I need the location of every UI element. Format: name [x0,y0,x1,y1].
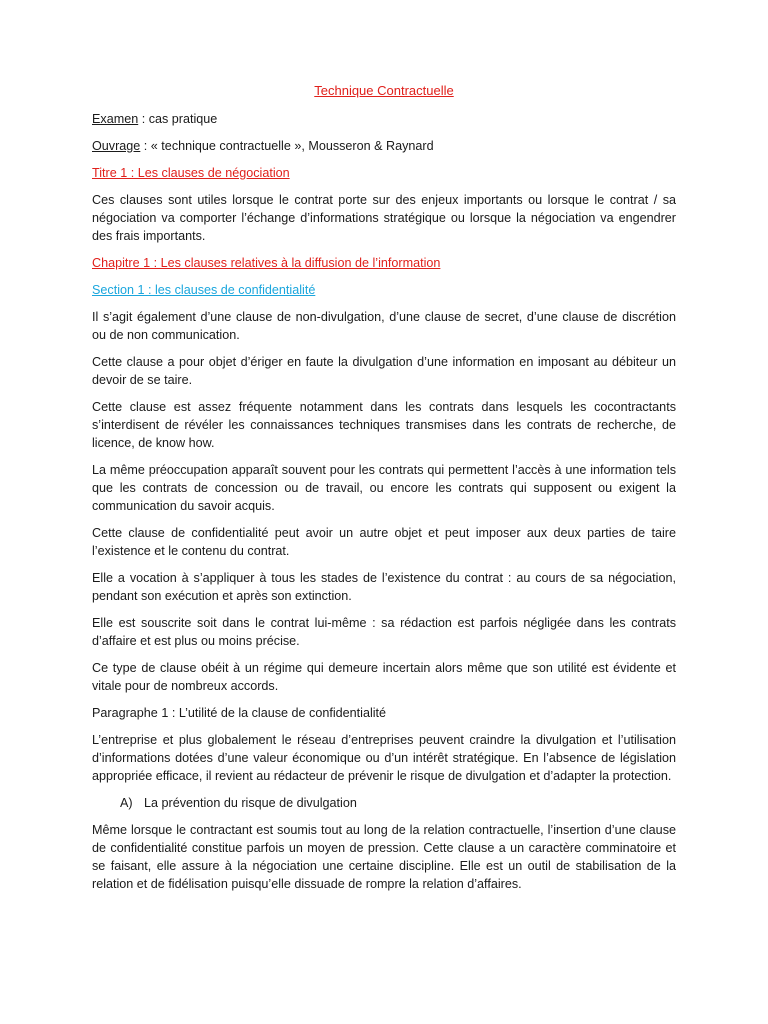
body-paragraph: Cette clause de confidentialité peut avoir un autre objet et peut imposer aux deux parties de taire l’existence et le contenu du contrat. [92,526,676,558]
titre1-text: Titre 1 : Les clauses de négociation [92,166,290,180]
body-paragraph: Cette clause a pour objet d’ériger en faute la divulgation d’une information en imposant au débiteur un devoir de se taire. [92,355,676,387]
book-line [92,137,676,155]
exam-value: : cas pratique [138,112,218,126]
final-paragraph: Même lorsque le contractant est soumis tout au long de la relation contractuelle, l’insertion d’une clause de confidentialité constitue parfois un moyen de pression. Cette clause a un caractère comminatoire et se faisant, elle assure à la négociation une certaine discipline. Elle est un outil de stabilisation de la relation et de fidélisation puisqu’elle dissuade de rompre la relation d’affaires. [92,823,676,891]
section1-heading [92,281,676,299]
document-title: Technique Contractuelle [314,83,454,98]
book-value: : « technique contractuelle », Mousseron & Raynard [140,139,434,153]
chapitre1-heading [92,254,676,272]
subsection-a-heading [92,794,676,812]
titre1-heading [92,164,676,182]
subsection-a-marker: A) [120,796,133,810]
body-paragraph: Elle est souscrite soit dans le contrat lui-même : sa rédaction est parfois négligée dans les contrats d’affaire et est plus ou moins précise. [92,616,676,648]
subsection-a-title: La prévention du risque de divulgation [144,796,357,810]
intro-paragraph: Ces clauses sont utiles lorsque le contrat porte sur des enjeux importants ou lorsque le contrat / sa négociation va comporter l’échange d’informations stratégique ou lorsque la négociation va engendrer des frais importants. [92,193,676,243]
body-paragraph: Il s’agit également d’une clause de non-divulgation, d’une clause de secret, d’une clause de discrétion ou de non communication. [92,310,676,342]
body-paragraph: La même préoccupation apparaît souvent pour les contrats qui permettent l’accès à une information tels que les contrats de concession ou de travail, ou encore les contrats qui supposent ou exigent la communication du savoir acquis. [92,463,676,513]
chapitre1-text: Chapitre 1 : Les clauses relatives à la diffusion de l’information [92,256,441,270]
book-label: Ouvrage [92,139,141,153]
paragraphe1-body: L’entreprise et plus globalement le réseau d’entreprises peuvent craindre la divulgation et l’utilisation d’informations dotées d’une valeur économique ou d’un intérêt stratégique. En l’absence de législation appropriée efficace, il revient au rédacteur de prévenir le risque de divulgation et d’adapter la protection. [92,733,676,783]
paragraphe1-heading: Paragraphe 1 : L’utilité de la clause de confidentialité [92,706,387,720]
body-paragraph: Ce type de clause obéit à un régime qui demeure incertain alors même que son utilité est évidente et vitale pour de nombreux accords. [92,661,676,693]
body-paragraph: Elle a vocation à s’appliquer à tous les stades de l’existence du contrat : au cours de sa négociation, pendant son exécution et après son extinction. [92,571,676,603]
exam-label: Examen [92,112,139,126]
body-paragraph: Cette clause est assez fréquente notamment dans les contrats dans lesquels les cocontractants s’interdisent de révéler les connaissances techniques transmises dans les contrats de recherche, de licence, de know how. [92,400,676,450]
section1-text: Section 1 : les clauses de confidentialité [92,283,316,297]
exam-line [92,110,676,128]
